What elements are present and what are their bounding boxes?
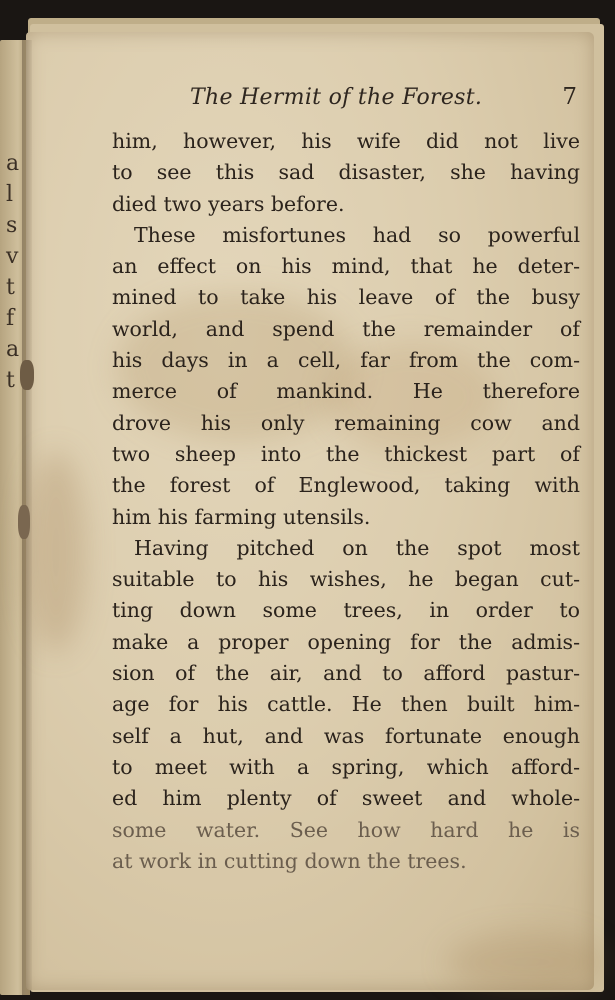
text-line: died two years before. <box>112 191 345 216</box>
text-line: at work in cutting down the trees. <box>112 848 467 873</box>
water-stain <box>26 452 86 652</box>
text-line: self a hut, and was fortunate enough <box>112 723 580 748</box>
binding-tear <box>18 505 30 539</box>
running-header <box>190 84 585 110</box>
text-line: ting down some trees, in order to <box>112 598 580 623</box>
text-line: drove his only remaining cow and <box>112 410 580 435</box>
text-line: sion of the air, and to afford pastur- <box>112 661 580 686</box>
text-line: to see this sad disaster, she having <box>112 160 580 185</box>
facing-letter: l <box>6 182 14 207</box>
text-line: him his farming utensils. <box>112 504 371 529</box>
facing-letter: t <box>6 275 15 300</box>
text-line: suitable to his wishes, he began cut- <box>112 567 580 592</box>
text-line: make a proper opening for the admis- <box>112 629 580 654</box>
facing-letter: a <box>6 151 20 176</box>
text-line: the forest of Englewood, taking with <box>112 473 580 498</box>
text-line: to meet with a spring, which afford- <box>112 754 580 779</box>
page-number: 7 <box>562 84 577 110</box>
text-line: two sheep into the thickest part of <box>112 441 580 466</box>
running-title: The Hermit of the Forest. <box>190 85 483 110</box>
text-line: his days in a cell, far from the com- <box>112 348 580 373</box>
text-line: world, and spend the remainder of <box>112 316 580 341</box>
binding-tear <box>20 360 34 390</box>
facing-letter: s <box>6 213 18 238</box>
facing-letter: t <box>6 368 15 393</box>
text-line: mined to take his leave of the busy <box>112 285 580 310</box>
text-line: him, however, his wife did not live <box>112 129 580 153</box>
facing-letter: v <box>6 244 19 269</box>
text-line: some water. See how hard he is <box>112 817 580 842</box>
text-line: ed him plenty of sweet and whole- <box>112 786 580 811</box>
facing-letter: f <box>6 306 15 331</box>
text-line: These misfortunes had so powerful <box>134 222 580 247</box>
facing-letter: a <box>6 337 20 362</box>
text-line: age for his cattle. He then built him- <box>112 692 580 717</box>
text-line: an effect on his mind, that he deter- <box>112 254 580 279</box>
body-text <box>112 126 580 877</box>
water-stain <box>446 932 606 992</box>
facing-page-letters <box>6 148 19 396</box>
text-line: merce of mankind. He therefore <box>112 379 580 404</box>
text-line: Having pitched on the spot most <box>134 535 580 560</box>
